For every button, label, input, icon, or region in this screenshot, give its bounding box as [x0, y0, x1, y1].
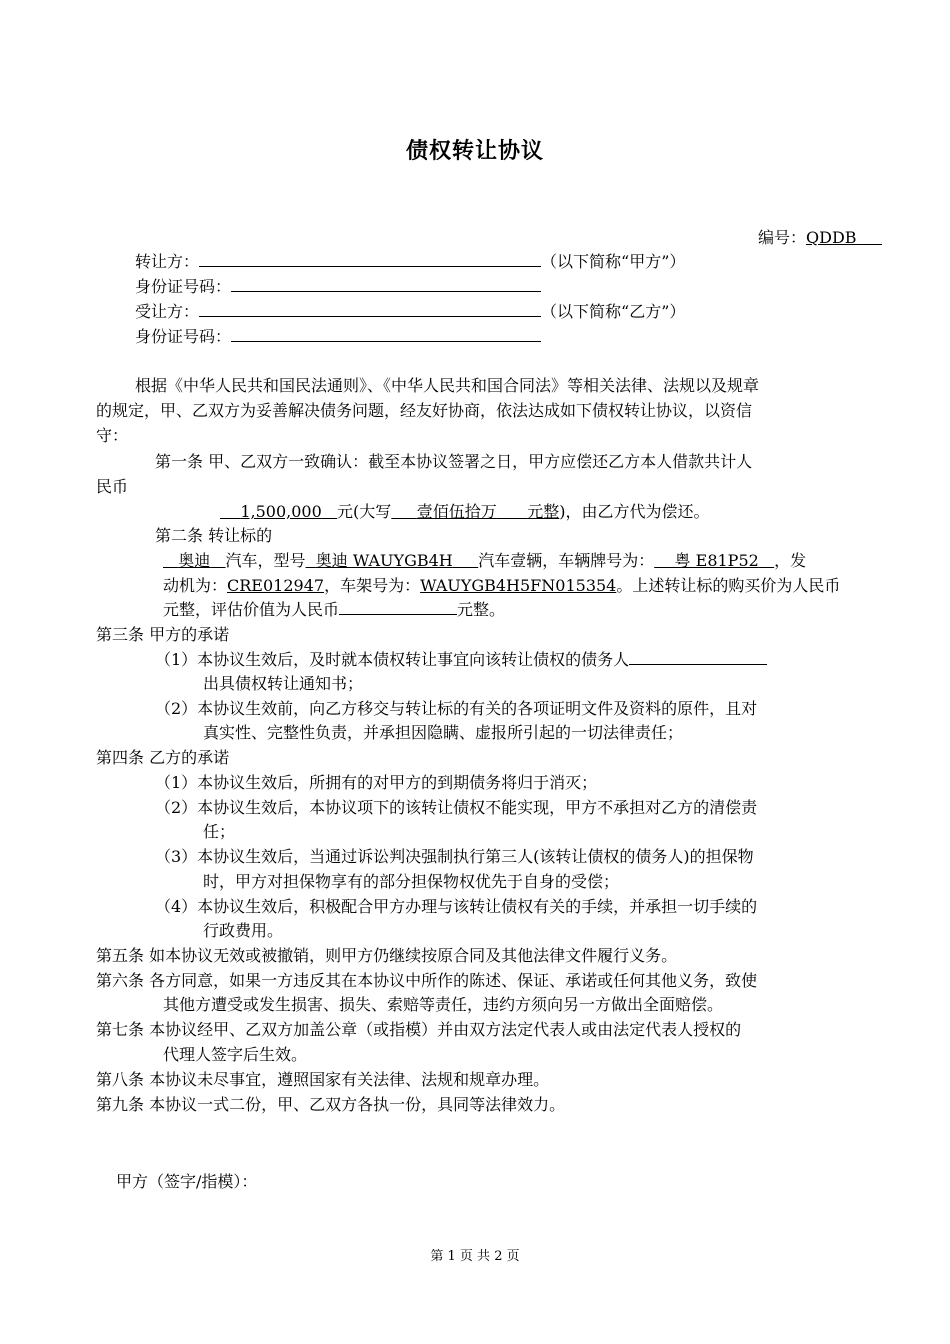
transferee-label: 受让方： [135, 302, 200, 321]
engine-prefix: ，发 [774, 551, 807, 570]
article-3-item-1-line-2: 出具债权转让通知书； [203, 674, 364, 693]
article-8: 第八条 本协议未尽事宜，遵照国家有关法律、法规和规章办理。 [96, 1070, 550, 1089]
document-title: 债权转让协议 [405, 138, 544, 164]
serial-number [758, 226, 882, 250]
article-2-line-1 [163, 549, 806, 573]
vin-label: ，车架号为： [324, 576, 421, 595]
amount-mid-text: 元(大写 [337, 502, 392, 521]
transferee-id-label: 身份证号码： [135, 327, 232, 346]
serial-value: QDDB [806, 228, 857, 247]
article-3-item-2-line-1: （2）本协议生效前，向乙方移交与转让标的有关的各项证明文件及资料的原件，且对 [155, 699, 758, 718]
party-a-signature-label: 甲方（签字/指模）： [116, 1172, 258, 1191]
article-3-item-2-line-2: 真实性、完整性负责，并承担因隐瞒、虚报所引起的一切法律责任； [203, 723, 684, 742]
article-2-line-3 [163, 598, 505, 622]
transferor-id-blank [231, 277, 541, 292]
article-1-amount-row [220, 500, 710, 524]
preamble-line-3: 守： [96, 426, 129, 445]
transferee-suffix: （以下简称“乙方”） [541, 302, 686, 321]
amount-zheng: 元整 [527, 502, 560, 521]
transferee-blank [199, 302, 541, 317]
article-4-item-2-line-1: （2）本协议生效后，本协议项下的该转让债权不能实现，甲方不承担对乙方的清偿责 [155, 798, 758, 817]
transferor-suffix: （以下简称“甲方”） [541, 252, 686, 271]
serial-label: 编号： [758, 228, 807, 247]
article-2-heading: 第二条 转让标的 [155, 526, 273, 545]
transferor-label: 转让方： [135, 252, 200, 271]
preamble-line-1: 根据《中华人民共和国民法通则》、《中华人民共和国合同法》等相关法律、法规以及规章 [135, 376, 760, 395]
car-model-label: 汽车，型号 [225, 551, 306, 570]
plate-number: 粤 E81P52 [674, 551, 759, 570]
transferee-id-blank [231, 327, 541, 342]
car-brand: 奥迪 [178, 551, 211, 570]
vin-number: WAUYGB4H5FN015354 [420, 576, 617, 595]
engine-label: 动机为： [163, 576, 228, 595]
article-4-item-1: （1）本协议生效后，所拥有的对甲方的到期债务将归于消灭； [155, 773, 598, 792]
article-2-line-2 [163, 574, 840, 598]
loan-amount: 1,500,000 [240, 502, 322, 521]
article-4-item-4-line-2: 行政费用。 [203, 921, 284, 940]
article-5: 第五条 如本协议无效或被撤销，则甲方仍继续按原合同及其他法律文件履行义务。 [96, 946, 678, 965]
preamble-line-2: 的规定，甲、乙双方为妥善解决债务问题，经友好协商，依法达成如下债权转让协议，以资信 [96, 401, 753, 420]
transferee-row [135, 300, 685, 324]
transferor-id-row [135, 275, 541, 299]
valuation-blank [339, 600, 457, 615]
article-4-item-3-line-2: 时，甲方对担保物享有的部分担保物权优先于自身的受偿； [203, 872, 620, 891]
transferor-row [135, 250, 685, 274]
price-tail: 元整，评估价值为人民币 [163, 600, 340, 619]
article-3-item-1-line-1 [155, 648, 767, 672]
price-text: 。上述转让标的购买价为人民币 [616, 576, 841, 595]
article-3-item-1-text: （1）本协议生效后，及时就本债权转让事宜向该转让债权的债务人 [155, 650, 630, 669]
transferor-id-label: 身份证号码： [135, 277, 232, 296]
article-1-line-2: 民币 [96, 477, 129, 496]
article-1-line-1: 第一条 甲、乙双方一致确认：截至本协议签署之日，甲方应偿还乙方本人借款共计人 [155, 452, 753, 471]
article-6-line-2: 其他方遭受或发生损害、损失、索赔等责任，违约方须向另一方做出全面赔偿。 [163, 995, 724, 1014]
amount-tail-text: )，由乙方代为偿还。 [559, 502, 710, 521]
transferee-id-row [135, 325, 541, 349]
article-4-item-4-line-1: （4）本协议生效后，积极配合甲方办理与该转让债权有关的手续，并承担一切手续的 [155, 897, 758, 916]
article-4-heading: 第四条 乙方的承诺 [96, 748, 230, 767]
article-6-line-1: 第六条 各方同意，如果一方违反其在本协议中所作的陈述、保证、承诺或任何其他义务，致使 [96, 971, 758, 990]
article-7-line-1: 第七条 本协议经甲、乙双方加盖公章（或指模）并由双方法定代表人或由法定代表人授权的 [96, 1020, 742, 1039]
transferor-blank [199, 252, 541, 267]
article-7-line-2: 代理人签字后生效。 [163, 1045, 308, 1064]
article-4-item-3-line-1: （3）本协议生效后，当通过诉讼判决强制执行第三人(该转让债权的债务人)的担保物 [155, 847, 754, 866]
article-3-heading: 第三条 甲方的承诺 [96, 625, 230, 644]
article-4-item-2-line-2: 任； [203, 822, 236, 841]
car-count-text: 汽车壹辆，车辆牌号为： [478, 551, 655, 570]
loan-amount-chinese: 壹佰伍拾万 [416, 502, 497, 521]
car-model: 奥迪 WAUYGB4H [315, 551, 453, 570]
engine-number: CRE012947 [227, 576, 325, 595]
article-9: 第九条 本协议一式二份，甲、乙双方各执一份，具同等法律效力。 [96, 1095, 566, 1114]
debtor-blank [629, 650, 767, 665]
valuation-tail: 元整。 [457, 600, 506, 619]
page-footer: 第 1 页 共 2 页 [430, 1249, 520, 1264]
